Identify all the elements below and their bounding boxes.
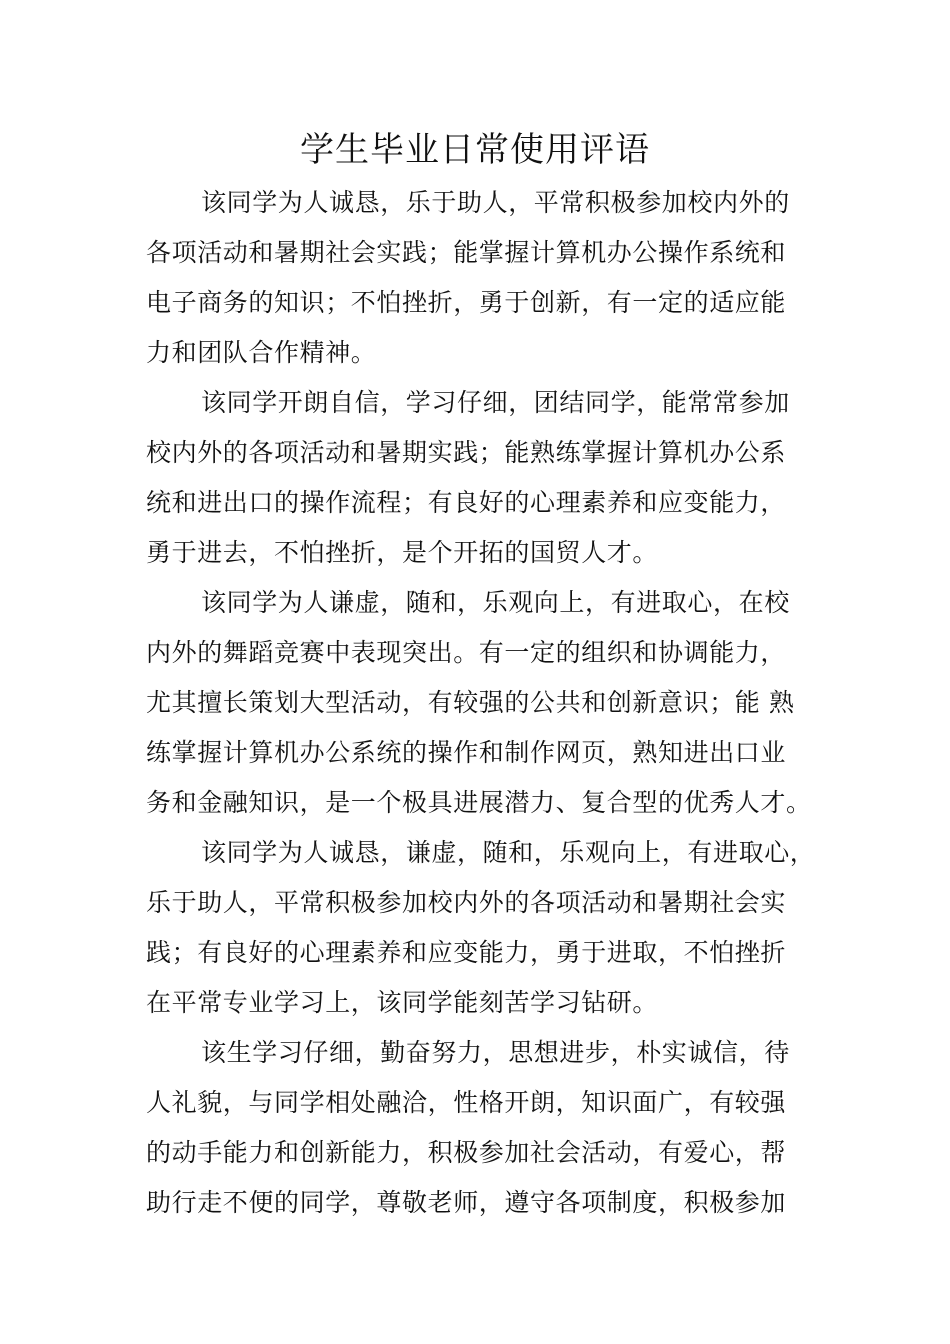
paragraph-1 [146, 178, 826, 378]
text-line: 在平常专业学习上，该同学能刻苦学习钻研。 [146, 988, 659, 1017]
text-line: 勇于进去，不怕挫折，是个开拓的国贸人才。 [146, 538, 659, 567]
text-line: 练掌握计算机办公系统的操作和制作网页，熟知进出口业 [146, 738, 787, 767]
text-line: 乐于助人，平常积极参加校内外的各项活动和暑期社会实 [146, 888, 787, 917]
document-body [146, 178, 826, 1228]
text-line: 各项活动和暑期社会实践；能掌握计算机办公操作系统和 [146, 238, 787, 267]
text-line: 内外的舞蹈竞赛中表现突出。有一定的组织和协调能力， [146, 638, 787, 667]
paragraph-5 [146, 1028, 826, 1228]
text-line: 践；有良好的心理素养和应变能力，勇于进取，不怕挫折 [146, 938, 787, 967]
text-line: 电子商务的知识；不怕挫折，勇于创新，有一定的适应能 [146, 288, 787, 317]
paragraph-4 [146, 828, 826, 1028]
paragraph-2 [146, 378, 826, 578]
text-line: 力和团队合作精神。 [146, 338, 377, 367]
text-line: 务和金融知识，是一个极具进展潜力、复合型的优秀人才。 [146, 788, 812, 817]
text-line: 的动手能力和创新能力，积极参加社会活动，有爱心，帮 [146, 1138, 787, 1167]
text-line: 该同学为人诚恳，乐于助人，平常积极参加校内外的 [201, 188, 790, 217]
text-line: 尤其擅长策划大型活动，有较强的公共和创新意识；能 熟 [146, 688, 795, 717]
text-line: 该同学为人谦虚，随和，乐观向上，有进取心，在校 [201, 588, 790, 617]
text-line: 校内外的各项活动和暑期实践；能熟练掌握计算机办公系 [146, 438, 787, 467]
text-line: 人礼貌，与同学相处融洽，性格开朗，知识面广，有较强 [146, 1088, 787, 1117]
document-title: 学生毕业日常使用评语 [300, 130, 650, 170]
text-line: 该生学习仔细，勤奋努力，思想进步，朴实诚信，待 [201, 1038, 790, 1067]
text-line: 该同学为人诚恳，谦虚，随和，乐观向上，有进取心， [201, 838, 816, 867]
text-line: 该同学开朗自信，学习仔细，团结同学，能常常参加 [201, 388, 790, 417]
text-line: 助行走不便的同学，尊敬老师，遵守各项制度，积极参加 [146, 1188, 787, 1217]
text-line: 统和进出口的操作流程；有良好的心理素养和应变能力， [146, 488, 787, 517]
paragraph-3 [146, 578, 826, 828]
